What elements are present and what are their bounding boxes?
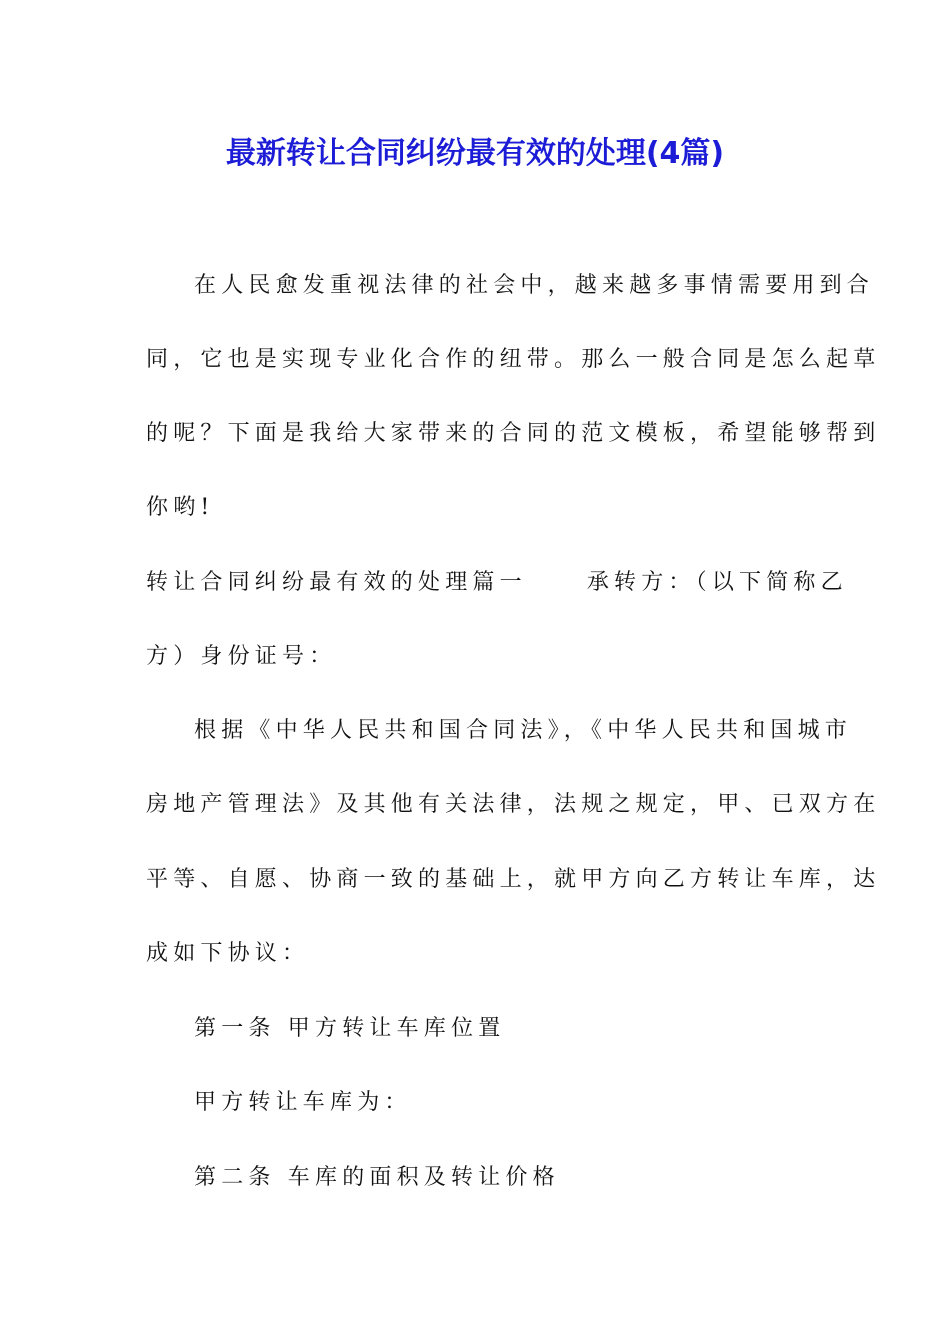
basis-line-2: 房地产管理法》及其他有关法律，法规之规定，甲、已双方在 <box>146 792 881 817</box>
party-label: 承转方：（以下简称乙 <box>586 570 848 595</box>
intro-line-3: 的呢？下面是我给大家带来的合同的范文模板，希望能够帮到 <box>146 421 881 446</box>
basis-line-1: 根据《中华人民共和国合同法》，《中华人民共和国城市 <box>194 718 853 743</box>
section-heading-line <box>146 563 848 603</box>
intro-line-1: 在人民愈发重视法律的社会中，越来越多事情需要用到合 <box>194 273 875 298</box>
article1-heading: 第一条 甲方转让车库位置 <box>194 1016 506 1041</box>
party-line-2: 方）身份证号： <box>146 644 337 669</box>
document-title: 最新转让合同纠纷最有效的处理(4篇) <box>225 136 725 171</box>
basis-line-4: 成如下协议： <box>146 941 310 966</box>
article1-text: 甲方转让车库为： <box>194 1090 412 1115</box>
section-heading: 转让合同纠纷最有效的处理篇一 <box>146 570 527 595</box>
basis-line-3: 平等、自愿、协商一致的基础上，就甲方向乙方转让车库，达 <box>146 867 881 892</box>
intro-line-2: 同，它也是实现专业化合作的纽带。那么一般合同是怎么起草 <box>146 347 881 372</box>
article2-heading: 第二条 车库的面积及转让价格 <box>194 1165 560 1190</box>
intro-line-4: 你哟! <box>146 495 215 520</box>
